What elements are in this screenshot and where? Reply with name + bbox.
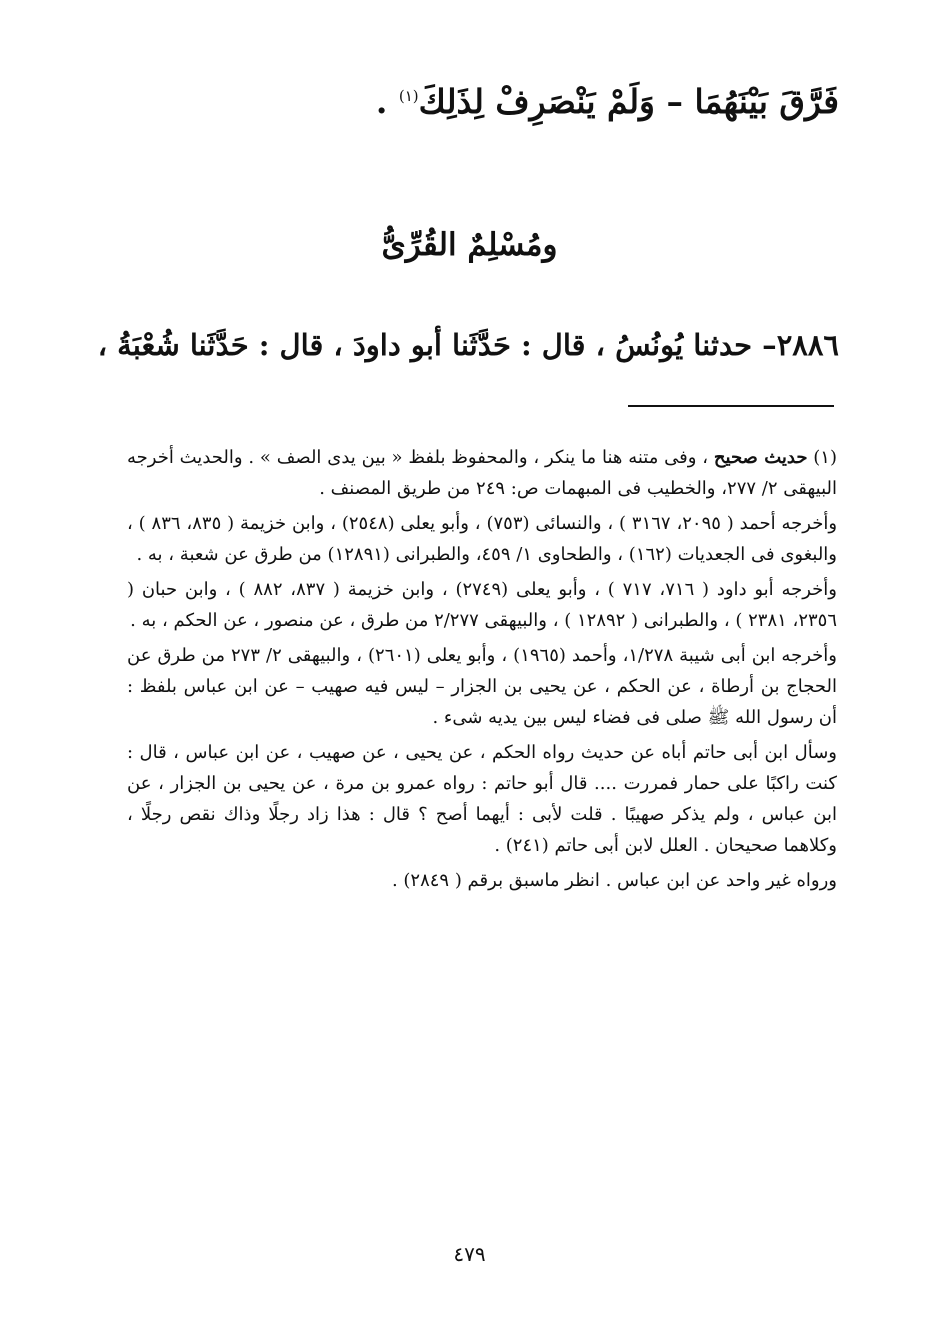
continued-hadith-body: فَرَّقَ بَيْنَهُمَا – وَلَمْ يَنْصَرِفْ لِذَلِكَ <box>418 82 839 121</box>
footnote-grading: حديث صحيح <box>713 447 808 468</box>
page-number: ٤٧٩ <box>453 1242 486 1266</box>
footnote-divider <box>628 405 834 407</box>
continued-hadith-end: . <box>375 82 399 121</box>
footnotes-section <box>127 442 837 900</box>
footnote-paragraph-2: وأخرجه أحمد ( ٢٠٩٥، ٣١٦٧ ) ، والنسائى (٧٥٣) ، وأبو يعلى (٢٥٤٨) ، وابن خزيمة ( ٨٣٥، ٨٣٦ ) ، والبغوى فى الجعديات (١٦٢) ، والطحاوى ١/ ٤٥٩، والطبرانى (١٢٨٩١) من طرق عن شعبة ، به . <box>127 513 838 565</box>
footnote-reference-marker[interactable]: (١) <box>398 87 419 105</box>
footnote-paragraph-1 <box>127 442 837 504</box>
footnote-paragraph-6: ورواه غير واحد عن ابن عباس . انظر ماسبق برقم ( ٢٨٤٩) . <box>391 870 837 891</box>
footnote-paragraph-4: وأخرجه ابن أبى شيبة ١/٢٧٨، وأحمد (١٩٦٥) ، وأبو يعلى (٢٦٠١) ، والبيهقى ٢/ ٢٧٣ من طرق عن الحجاج بن أرطاة ، عن الحكم ، عن يحيى بن الجزار – ليس فيه صهيب – عن ابن عباس بلفظ : أن رسول الله ﷺ صلى فى فضاء ليس بين يديه شىء . <box>127 645 837 728</box>
section-heading: ومُسْلِمٌ القُرِّىُّ <box>381 227 558 263</box>
footnote-paragraph-5: وسأل ابن أبى حاتم أباه عن حديث رواه الحكم ، عن يحيى ، عن صهيب ، عن ابن عباس ، قال : كنت راكبًا على حمار فمررت .... قال أبو حاتم : رواه عمرو بن مرة ، عن يحيى بن الجزار ، عن ابن عباس ، ولم يذكر صهيبًا . قلت لأبى : أيهما أصح ؟ قال : هذا زاد رجلًا وذاك نقص رجلًا ، وكلاهما صحيحان . العلل لابن أبى حاتم (٢٤١) . <box>127 742 837 856</box>
footnote-number: (١) <box>813 447 837 468</box>
continued-hadith-text <box>99 70 839 128</box>
hadith-isnad-line: ٢٨٨٦– حدثنا يُونُسُ ، قال : حَدَّثَنا أبو داودَ ، قال : حَدَّثَنا شُعْبَةُ ، <box>97 328 839 362</box>
footnote-text: ، وفى متنه هنا ما ينكر ، والمحفوظ بلفظ « بين يدى الصف » . والحديث أخرجه البيهقى ٢/ ٢٧٧، والخطيب فى المبهمات ص: ٢٤٩ من طريق المصنف . <box>127 447 837 499</box>
footnote-paragraph-3: وأخرجه أبو داود ( ٧١٦، ٧١٧ ) ، وأبو يعلى (٢٧٤٩) ، وابن خزيمة ( ٨٣٧، ٨٨٢ ) ، وابن حبان ( ٢٣٥٦، ٢٣٨١ ) ، والطبرانى ( ١٢٨٩٢ ) ، والبيهقى ٢/٢٧٧ من طرق ، عن منصور ، عن الحكم ، به . <box>127 579 837 631</box>
